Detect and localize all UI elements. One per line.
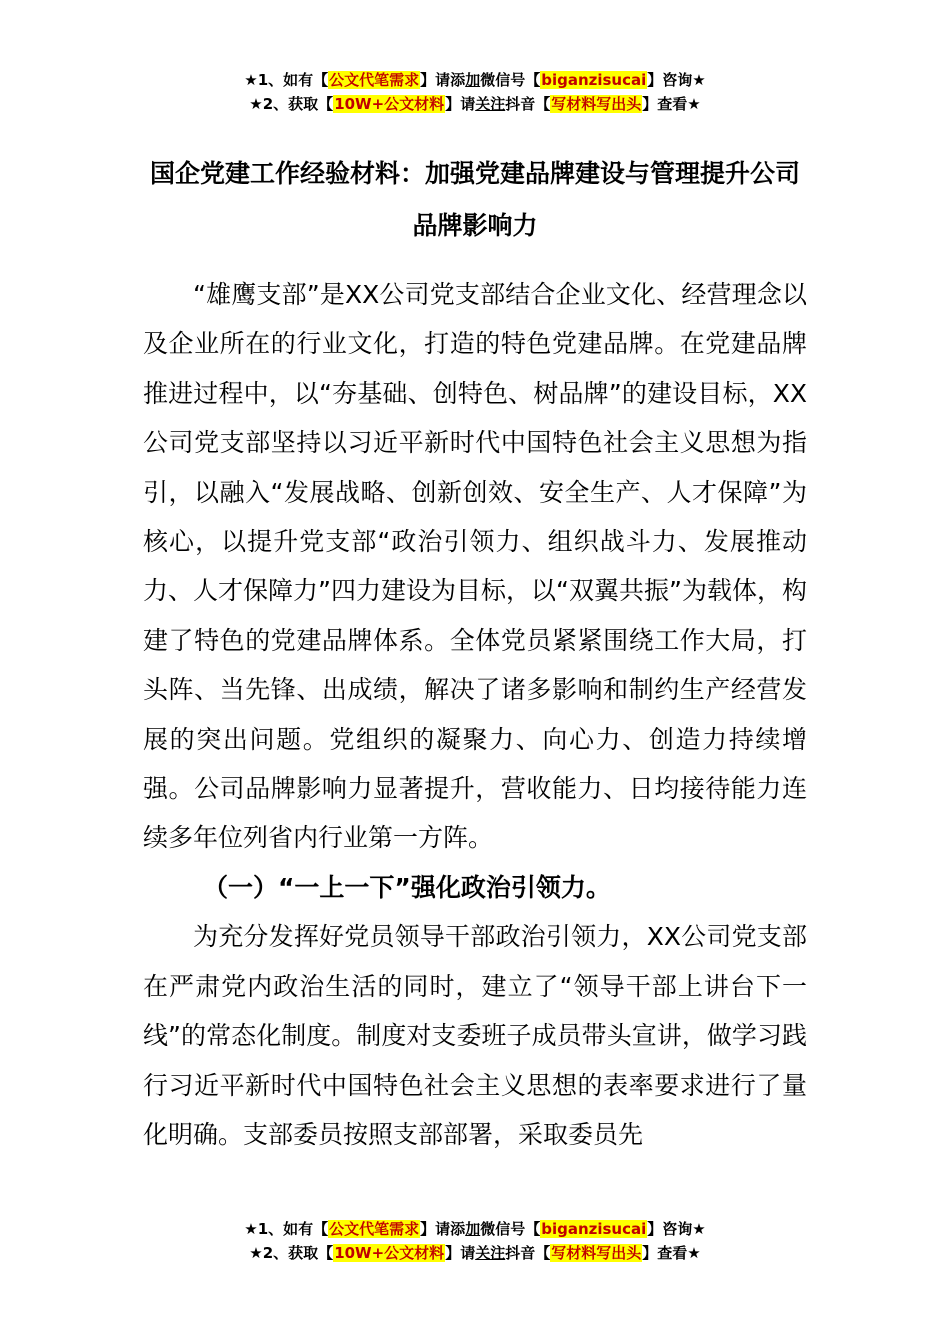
promo-text: 】查看★	[642, 95, 701, 113]
top-promo-banner	[0, 68, 950, 116]
promo-text: 】咨询★	[647, 71, 706, 89]
promo-text: 】请	[445, 95, 476, 113]
promo-underlined-text: 关注	[475, 1244, 506, 1262]
promo-line-2	[0, 92, 950, 116]
document-body	[143, 270, 807, 1159]
promo-text: 】请	[445, 1244, 476, 1262]
promo-highlight: 写材料写出头	[551, 1244, 642, 1262]
promo-highlight: 公文代笔需求	[329, 1220, 420, 1238]
promo-highlight: 写材料写出头	[551, 95, 642, 113]
promo-highlight: biganzisucai	[541, 1220, 647, 1238]
bottom-promo-banner	[0, 1217, 950, 1265]
body-paragraph: “雄鹰支部”是XX公司党支部结合企业文化、经营理念以及企业所在的行业文化，打造的特色党建品牌。在党建品牌推进过程中，以“夯基础、创特色、树品牌”的建设目标，XX公司党支部坚持以习近平新时代中国特色社会主义思想为指引，以融入“发展战略、创新创效、安全生产、人才保障”为核心，以提升党支部“政治引领力、组织战斗力、发展推动力、人才保障力”四力建设为目标，以“双翼共振”为载体，构建了特色的党建品牌体系。全体党员紧紧围绕工作大局，打头阵、当先锋、出成绩，解决了诸多影响和制约生产经营发展的突出问题。党组织的凝聚力、向心力、创造力持续增强。公司品牌影响力显著提升，营收能力、日均接待能力连续多年位列省内行业第一方阵。	[143, 280, 807, 853]
promo-text: 微信号【	[480, 71, 541, 89]
promo-text: ★1、如有【	[244, 1220, 329, 1238]
promo-underlined-text: 关注	[475, 95, 506, 113]
promo-text: 】查看★	[642, 1244, 701, 1262]
body-paragraph: 为充分发挥好党员领导干部政治引领力，XX公司党支部在严肃党内政治生活的同时，建立了“领导干部上讲台下一线”的常态化制度。制度对支委班子成员带头宣讲，做学习践行习近平新时代中国特色社会主义思想的表率要求进行了量化明确。支部委员按照支部部署，采取委员先	[143, 922, 807, 1149]
promo-line-1	[0, 68, 950, 92]
promo-text: 微信号【	[480, 1220, 541, 1238]
promo-text: 抖音【	[505, 1244, 551, 1262]
promo-highlight: 10W+公文材料	[334, 95, 445, 113]
promo-text: ★1、如有【	[244, 71, 329, 89]
promo-highlight: biganzisucai	[541, 71, 647, 89]
promo-line-2	[0, 1241, 950, 1265]
promo-text: 】咨询★	[647, 1220, 706, 1238]
promo-line-1	[0, 1217, 950, 1241]
promo-text: ★2、获取【	[249, 1244, 334, 1262]
promo-text: ★2、获取【	[249, 95, 334, 113]
promo-highlight: 公文代笔需求	[329, 71, 420, 89]
promo-text: 抖音【	[505, 95, 551, 113]
promo-underlined-text: 加	[465, 1220, 481, 1238]
document-title: 国企党建工作经验材料：加强党建品牌建设与管理提升公司品牌影响力	[150, 159, 801, 240]
promo-text: 】请添	[420, 1220, 466, 1238]
promo-underlined-text: 加	[465, 71, 481, 89]
promo-highlight: 10W+公文材料	[334, 1244, 445, 1262]
promo-text: 】请添	[420, 71, 466, 89]
section-heading: （一）“一上一下”强化政治引领力。	[203, 872, 611, 902]
